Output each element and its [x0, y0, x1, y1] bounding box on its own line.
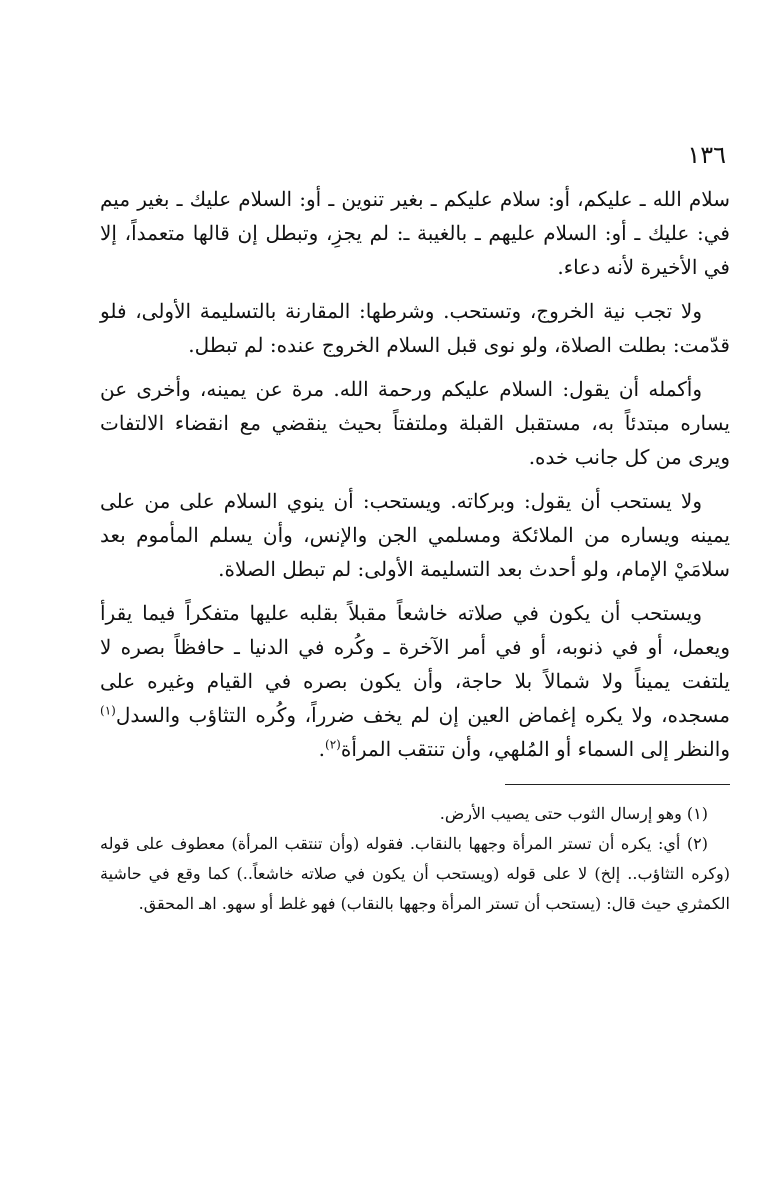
- paragraph-khushu-text-b: والنظر إلى السماء أو المُلهي، وأن تنتقب المرأة: [340, 737, 730, 761]
- paragraph-complete-salam: وأكمله أن يقول: السلام عليكم ورحمة الله. مرة عن يمينه، وأخرى عن يساره مبتدئاً به، مستقبل القبلة وملتفتاً بحيث ينقضي مع انقضاء الالتفات ويرى من كل جانب خده.: [100, 377, 730, 469]
- footnote-ref-2[interactable]: (٢): [325, 737, 341, 752]
- footnote-divider: [505, 784, 730, 785]
- paragraph-exit-intention: ولا تجب نية الخروج، وتستحب. وشرطها: المقارنة بالتسليمة الأولى، فلو قدّمت: بطلت الصلاة، ولو نوى قبل السلام الخروج عنده: لم تبطل.: [100, 299, 730, 357]
- footnote-2: (٢) أي: يكره أن تستر المرأة وجهها بالنقاب. فقوله (وأن تنتقب المرأة) معطوف على قوله (وكره التثاؤب.. إلخ) لا على قوله (ويستحب أن يكون في صلاته خاشعاً..) كما وقع في حاشية الكمثري حيث قال: (يستحب أن تستر المرأة وجهها بالنقاب) فهو غلط أو سهو. اهـ المحقق.: [100, 834, 731, 913]
- paragraph-salam-forms: سلام الله ـ عليكم، أو: سلام عليكم ـ بغير تنوين ـ أو: السلام عليك ـ بغير ميم في: عليك ـ أو: السلام عليهم ـ بالغيبة ـ: لم يجزِ، وتبطل إن قالها متعمداً، إلا في الأخيرة لأنه دعاء.: [100, 187, 730, 279]
- paragraph-khushu: [100, 596, 730, 766]
- main-text: [100, 182, 730, 766]
- paragraph-khushu-text-a: ويستحب أن يكون في صلاته خاشعاً مقبلاً بقلبه عليها متفكراً فيما يقرأ ويعمل، أو في ذنوبه، أو في أمر الآخرة ـ وكُره في الدنيا ـ حافظاً بصره لا يلتفت يميناً ولا شمالاً بلا حاجة، وأن يكون بصره في القيام وغيره على مسجده، ولا يكره إغماض العين إن لم يخف ضرراً، وكُره التثاؤب والسدل: [100, 601, 730, 727]
- book-page: [100, 140, 730, 919]
- footnotes: [100, 799, 730, 919]
- paragraph-barakatuh: ولا يستحب أن يقول: وبركاته. ويستحب: أن ينوي السلام على من على يمينه ويساره من الملائكة ومسلمي الجن والإنس، وأن يسلم المأموم بعد سلامَيْ الإمام، ولو أحدث بعد التسليمة الأولى: لم تبطل الصلاة.: [100, 489, 730, 581]
- footnote-1: (١) وهو إرسال الثوب حتى يصيب الأرض.: [439, 804, 708, 823]
- footnote-ref-1[interactable]: (١): [100, 703, 116, 718]
- page-number: ١٣٦: [687, 141, 726, 169]
- paragraph-khushu-text-c: .: [318, 737, 326, 761]
